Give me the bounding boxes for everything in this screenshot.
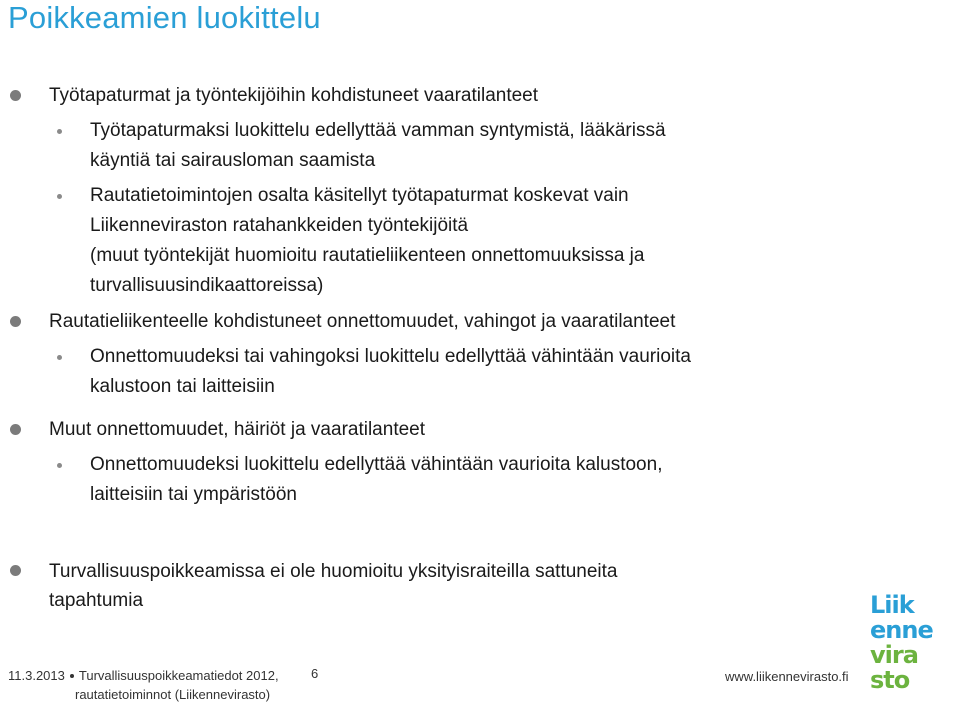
bullet-dot-icon <box>10 90 21 101</box>
page-number: 6 <box>311 666 319 681</box>
sub-bullet-line: turvallisuusindikaattoreissa) <box>90 275 324 296</box>
liikennevirasto-logo <box>870 592 959 704</box>
bullet-dot-icon <box>10 565 21 576</box>
bullet-private-tracks <box>49 557 618 615</box>
logo-word: Liik <box>870 591 914 619</box>
sub-bullet-line: Onnettomuudeksi tai vahingoksi luokittelu edellyttää vähintään vaurioita <box>90 346 691 367</box>
sub-bullet-dot-icon <box>57 355 62 360</box>
bullet-line: Turvallisuuspoikkeamissa ei ole huomioitu yksityisraiteilla sattuneita <box>49 561 618 582</box>
logo-word: sto <box>870 666 910 694</box>
bullet-other-accidents <box>49 416 425 443</box>
bullet-text: Muut onnettomuudet, häiriöt ja vaaratilanteet <box>49 419 426 440</box>
sub-bullet-line: laitteisiin tai ympäristöön <box>90 484 297 505</box>
footer-separator-icon <box>70 674 74 678</box>
page-title: Poikkeamien luokittelu <box>8 0 321 35</box>
sub-bullet-damage <box>90 342 691 402</box>
sub-bullet-line: (muut työntekijät huomioitu rautatieliikenteen onnettomuuksissa ja <box>90 245 645 266</box>
footer-source: Turvallisuuspoikkeamatiedot 2012, <box>78 668 279 683</box>
sub-bullet-rail-operations <box>90 181 644 301</box>
sub-bullet-dot-icon <box>57 129 62 134</box>
logo-word: enne <box>870 616 933 644</box>
bullet-text: Työtapaturmat ja työntekijöihin kohdistuneet vaaratilanteet <box>49 85 539 106</box>
footer-date: 11.3.2013 <box>8 668 65 683</box>
bullet-rail-traffic <box>49 308 675 335</box>
bullet-text: Rautatieliikenteelle kohdistuneet onnettomuudet, vahingot ja vaaratilanteet <box>49 311 676 332</box>
sub-bullet-line: käyntiä tai sairausloman saamista <box>90 150 376 171</box>
logo-word: vira <box>870 641 918 669</box>
footer-url: www.liikennevirasto.fi <box>725 669 849 684</box>
sub-bullet-dot-icon <box>57 463 62 468</box>
sub-bullet-classification <box>90 116 666 176</box>
bullet-dot-icon <box>10 316 21 327</box>
sub-bullet-line: Rautatietoimintojen osalta käsitellyt työtapaturmat koskevat vain <box>90 185 629 206</box>
sub-bullet-line: Liikenneviraston ratahankkeiden työntekijöitä <box>90 215 469 236</box>
footer-info <box>8 666 279 704</box>
sub-bullet-other-classification <box>90 450 662 510</box>
sub-bullet-dot-icon <box>57 194 62 199</box>
footer-source-line2: rautatietoiminnot (Liikennevirasto) <box>75 687 271 702</box>
sub-bullet-line: Onnettomuudeksi luokittelu edellyttää vähintään vaurioita kalustoon, <box>90 454 663 475</box>
sub-bullet-line: Työtapaturmaksi luokittelu edellyttää vamman syntymistä, lääkärissä <box>90 120 666 141</box>
sub-bullet-line: kalustoon tai laitteisiin <box>90 376 275 397</box>
bullet-dot-icon <box>10 424 21 435</box>
bullet-line: tapahtumia <box>49 590 144 611</box>
bullet-work-accidents <box>49 82 538 109</box>
